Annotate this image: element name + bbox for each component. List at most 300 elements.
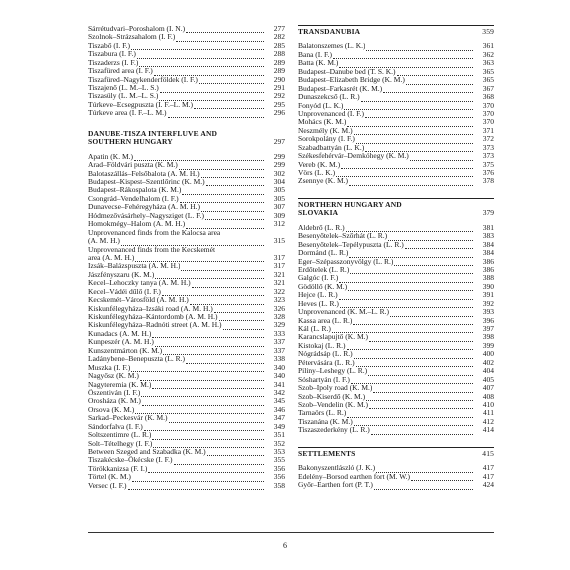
toc-entry (298, 308, 494, 316)
toc-entry (88, 33, 285, 41)
section-heading (298, 447, 494, 458)
toc-entry-title: Versec (I. F.) (88, 481, 127, 490)
toc-entry (298, 59, 494, 67)
toc-entry (88, 170, 285, 178)
toc-page-number: 340 (273, 362, 285, 372)
toc-entry (88, 42, 285, 50)
toc-entry (88, 381, 285, 389)
dot-leader (376, 466, 473, 473)
toc-entry (88, 262, 285, 270)
toc-entry-title: Szob–Kiserdő (K. M.) (298, 392, 366, 401)
toc-page-number: 345 (273, 396, 285, 406)
toc-entry (298, 393, 494, 401)
toc-page-number: 365 (482, 75, 494, 85)
toc-entry-title: Apatin (K. M.) (88, 152, 133, 161)
dot-leader (373, 386, 473, 393)
toc-entry (88, 330, 285, 338)
dot-leader (410, 154, 473, 161)
toc-page-number: 384 (482, 239, 494, 249)
dot-leader (160, 86, 264, 93)
toc-page-number: 299 (273, 151, 285, 161)
toc-page-number: 317 (273, 252, 285, 262)
toc-page-number: 305 (273, 193, 285, 203)
toc-page-number: 391 (482, 290, 494, 300)
toc-entry-title: Szob–Vendelin (K. M.) (298, 400, 368, 409)
dot-leader (154, 69, 264, 76)
toc-entry (88, 448, 285, 456)
toc-page-number: 329 (273, 320, 285, 330)
toc-entry (298, 249, 494, 257)
dot-leader (339, 61, 473, 68)
toc-entry (298, 85, 494, 93)
toc-entry (88, 67, 285, 75)
toc-page-number: 402 (482, 357, 494, 367)
toc-entry-title: Tiszaderzs (I. F.) (88, 58, 139, 67)
dot-leader (354, 419, 473, 426)
toc-entry (298, 418, 494, 426)
toc-entry-title: Tiszafüred–Nagykenderföldek (I. F.) (88, 75, 198, 84)
dot-leader (192, 281, 264, 288)
toc-right-column (298, 25, 494, 490)
toc-entry (88, 109, 285, 117)
toc-entry-title: Edelény–Borsod earthen fort (M. W.) (298, 472, 411, 481)
spacer (299, 212, 473, 218)
toc-entry-title: Tiszanána (K. M.) (298, 417, 353, 426)
toc-page-number: 370 (482, 100, 494, 110)
toc-page-number: 326 (273, 303, 285, 313)
dot-leader (332, 326, 473, 333)
toc-entry (298, 342, 494, 350)
dot-leader (162, 289, 264, 296)
toc-entry-title: Unprovenanced finds from the Kalocsa area (88, 228, 221, 237)
toc-page-number: 352 (273, 438, 285, 448)
toc-entry (88, 229, 285, 237)
toc-entry (88, 414, 285, 422)
toc-page-number: 322 (273, 286, 285, 296)
toc-entry-title: Csongrád–Vendelhalom (I. F.) (88, 194, 179, 203)
toc-entry (88, 161, 285, 169)
toc-entry (88, 254, 285, 262)
toc-entry-title: Tiszafüred area (I. F.) (88, 67, 153, 76)
toc-page-number: 397 (482, 324, 494, 334)
dot-leader (356, 137, 473, 144)
dot-leader (201, 205, 264, 212)
toc-page-number: 358 (273, 480, 285, 490)
toc-entry-title: Dunavecse–Fehéregyháza (A. M. H.) (88, 203, 201, 212)
toc-entry-title: Sarkad–Peckesvár (K. M.) (88, 414, 168, 423)
toc-page-number: 424 (482, 480, 494, 490)
toc-page-number: 392 (482, 298, 494, 308)
toc-entry (88, 355, 285, 363)
toc-page-number: 296 (273, 108, 285, 118)
toc-entry (298, 241, 494, 249)
toc-entry-title: Kassa area (L. R.) (298, 316, 353, 325)
dot-leader (199, 77, 264, 84)
toc-page-number: 378 (482, 176, 494, 186)
dot-leader (182, 188, 264, 195)
dot-leader (354, 352, 473, 359)
toc-entry (88, 50, 285, 58)
toc-entry-group (298, 224, 494, 435)
toc-page-number: 361 (482, 41, 494, 51)
section-heading-line: DANUBE-TISZA INTERFLUVE AND (88, 128, 218, 138)
toc-entry-title: Piliny–Leshegy (L. R.) (298, 367, 368, 376)
toc-entry (88, 338, 285, 346)
toc-page-number: 398 (482, 332, 494, 342)
toc-entry (88, 271, 285, 279)
dot-leader (346, 225, 473, 232)
toc-entry-title: Győr–Earthen fort (P. T.) (298, 481, 373, 490)
toc-page-number: 356 (273, 463, 285, 473)
dot-leader (148, 466, 264, 473)
toc-entry (88, 406, 285, 414)
toc-entry (298, 367, 494, 375)
toc-entry (298, 473, 494, 481)
dot-leader (141, 390, 264, 397)
toc-entry (88, 101, 285, 109)
toc-page-number: 359 (482, 27, 494, 36)
toc-entry-title: Sándorfalva (I. F.) (88, 422, 143, 431)
toc-entry-title: Kunszentmárton (K. M.) (88, 346, 163, 355)
toc-entry-title: Between Szeged and Szabadka (K. M.) (88, 448, 206, 457)
toc-entry-title: Tarnaörs (L. R.) (298, 409, 347, 418)
toc-page-number: 365 (482, 66, 494, 76)
toc-entry-title: Tiszaszederkény (L. R.) (298, 426, 370, 435)
toc-page-number: 375 (482, 159, 494, 169)
toc-page-number: 410 (482, 399, 494, 409)
toc-entry-title: Galgóc (I. F.) (298, 274, 339, 283)
toc-entry-title: Unprovenanced (I. F.) (298, 109, 365, 118)
toc-entry-title: Budapest–Rákospalota (K. M.) (88, 186, 182, 195)
toc-entry (298, 76, 494, 84)
toc-page-number: 407 (482, 383, 494, 393)
dot-leader (142, 399, 264, 406)
toc-entry (88, 431, 285, 439)
dot-leader (144, 424, 264, 431)
toc-left-column (88, 25, 285, 490)
toc-entry-title: Tiszabura (I. F.) (88, 50, 136, 59)
toc-entry-title: Túrkeve–Ecsegpuszta (I. F.–L. M.) (88, 100, 193, 109)
dot-leader (186, 222, 264, 229)
dot-leader (174, 458, 264, 465)
toc-entry-title: Jászfényszaru (K. M.) (88, 270, 155, 279)
toc-entry-title: Nógrádsáp (L. R.) (298, 350, 353, 359)
toc-entry-title: Pétervására (L. R.) (298, 358, 355, 367)
toc-page-number: 353 (273, 447, 285, 457)
dot-leader (336, 170, 473, 177)
toc-page-number: 304 (273, 177, 285, 187)
toc-page-number: 297 (273, 137, 285, 147)
dot-leader (153, 441, 264, 448)
toc-page-number: 337 (273, 345, 285, 355)
toc-page-number: 370 (482, 108, 494, 118)
toc-page-number: 405 (482, 374, 494, 384)
toc-entry-title: Kiskunfélegyháza–Radnóti street (A. M. H.) (88, 321, 222, 330)
toc-entry (88, 93, 285, 101)
toc-entry-title: Ladánybene–Benepuszta (L. R.) (88, 355, 186, 364)
toc-page-number: 400 (482, 349, 494, 359)
toc-entry-title: Szolnok–Strázsahalom (I. F.) (88, 33, 176, 42)
dot-leader (339, 293, 473, 300)
toc-entry-title: (A. M. H.) (88, 237, 120, 246)
toc-entry (88, 186, 285, 194)
toc-entry (88, 178, 285, 186)
dot-leader (219, 314, 264, 321)
toc-entry (298, 102, 494, 110)
toc-entry-title: Bana (I. F.) (298, 50, 332, 59)
toc-entry-group (298, 42, 494, 185)
toc-entry-title: Karancslapujtő (K. M.) (298, 333, 368, 342)
toc-entry-title: Hejce (L. R.) (298, 291, 338, 300)
section-heading-text: SETTLEMENTS (298, 448, 356, 458)
toc-entry-title: Kiskunfélegyháza–Kántordomb (A. M. H.) (88, 313, 218, 322)
toc-entry (298, 350, 494, 358)
dot-leader (411, 474, 473, 481)
toc-page-number: 373 (482, 151, 494, 161)
toc-entry (298, 68, 494, 76)
toc-entry-title: Balatonszemes (L. K.) (298, 42, 366, 51)
toc-page-number: 285 (273, 40, 285, 50)
toc-entry (88, 482, 285, 490)
toc-entry-title: Kunpeszér (A. M. H.) (88, 338, 154, 347)
toc-entry-title: Kecel–Lehoczky tanya (A. M. H.) (88, 279, 191, 288)
toc-page-number: 363 (482, 58, 494, 68)
toc-page-number: 288 (273, 49, 285, 59)
toc-entry (298, 118, 494, 126)
toc-entry (88, 25, 285, 33)
toc-page-number: 295 (273, 99, 285, 109)
toc-entry (298, 325, 494, 333)
dot-leader (169, 416, 264, 423)
toc-entry (88, 321, 285, 329)
toc-entry (88, 59, 285, 67)
toc-page-number: 414 (482, 425, 494, 435)
toc-page-number: 417 (482, 471, 494, 481)
toc-page-number: 362 (482, 49, 494, 59)
dot-leader (168, 111, 264, 118)
dot-leader (365, 145, 473, 152)
dot-leader (347, 120, 473, 127)
dot-leader (405, 242, 473, 249)
dot-leader (344, 103, 473, 110)
toc-entry-title: Hódmezővásárhely–Nagysziget (L. F.) (88, 211, 205, 220)
section-heading-line: SOUTHERN HUNGARY (88, 137, 173, 147)
toc-entry-title: Sóshartyán (I. F.) (298, 375, 350, 384)
toc-page-number: 277 (273, 23, 285, 33)
dot-leader (135, 407, 264, 414)
toc-entry-title: Zsennye (K. M.) (298, 177, 348, 186)
dot-leader (350, 267, 473, 274)
toc-page-number: 376 (482, 168, 494, 177)
toc-entry (298, 42, 494, 50)
toc-entry (298, 283, 494, 291)
toc-entry-title: Aldebrő (L. R.) (298, 223, 345, 232)
toc-page-number: 386 (482, 264, 494, 274)
toc-page-number: 349 (273, 421, 285, 431)
dot-leader (205, 213, 264, 220)
dot-leader (353, 318, 473, 325)
toc-entry (298, 333, 494, 341)
toc-entry (298, 144, 494, 152)
dot-leader (371, 428, 473, 435)
dot-leader (374, 483, 473, 490)
toc-entry (298, 464, 494, 472)
toc-entry (298, 266, 494, 274)
dot-leader (159, 94, 264, 101)
dot-leader (134, 154, 264, 161)
toc-page-number: 282 (273, 32, 285, 42)
toc-entry-title: Dunaszekcső (L. R.) (298, 93, 360, 102)
dot-leader (121, 239, 264, 246)
toc-entry-title: Budapest–Kispest–Szentlőrinc (K. M.) (88, 178, 205, 187)
toc-entry-title: Nagyteremia (K. M.) (88, 380, 152, 389)
toc-entry-title: Erdőtelek (L. R.) (298, 265, 350, 274)
dot-leader (394, 259, 473, 266)
toc-entry-title: Szob–Ipoly road (K. M.) (298, 384, 373, 393)
dot-leader (390, 310, 473, 317)
dot-leader (155, 340, 264, 347)
toc-entry (298, 426, 494, 434)
toc-entry (298, 481, 494, 489)
dot-leader (186, 26, 264, 33)
toc-page-number: 372 (482, 134, 494, 144)
toc-page-number: 309 (273, 210, 285, 220)
dot-leader (176, 35, 264, 42)
toc-entry (88, 473, 285, 481)
dot-leader (368, 369, 473, 376)
dot-leader (366, 44, 473, 51)
toc-entry (298, 376, 494, 384)
toc-page-number: 321 (273, 278, 285, 288)
toc-page-number: 399 (482, 340, 494, 350)
toc-entry (298, 258, 494, 266)
toc-entry (298, 177, 494, 185)
toc-entry-group (298, 464, 494, 489)
toc-entry-title: Tiszasüly (L. M.–L. S.) (88, 92, 159, 101)
toc-entry (298, 401, 494, 409)
dot-leader (349, 179, 473, 186)
toc-entry-title: Homokmégy–Halom (A. M. H.) (88, 220, 186, 229)
dot-leader (131, 43, 264, 50)
toc-entry (298, 110, 494, 118)
toc-entry-title: Öszentiván (I. F.) (88, 388, 141, 397)
toc-entry (298, 152, 494, 160)
toc-page-number: 337 (273, 337, 285, 347)
toc-page-number: 379 (482, 208, 494, 218)
toc-entry (88, 195, 285, 203)
toc-entry-title: Székesfehérvár–Demkóhegy (K. M.) (298, 152, 409, 161)
dot-leader (131, 365, 264, 372)
toc-page-number: 312 (273, 219, 285, 229)
dot-leader (348, 284, 473, 291)
dot-leader (369, 402, 473, 409)
toc-entry (298, 93, 494, 101)
toc-page-number: 408 (482, 391, 494, 401)
toc-entry-title: Mohács (K. M.) (298, 118, 347, 127)
dot-leader (194, 102, 264, 109)
toc-entry-title: Kecel–Vádéi dűlő (I. F.) (88, 287, 161, 296)
toc-entry-title: Batta (K. M.) (298, 59, 339, 68)
toc-entry (88, 212, 285, 220)
toc-entry (298, 232, 494, 240)
toc-page-number: 388 (482, 273, 494, 283)
toc-entry-title: Szabadbattyán (L. K.) (298, 143, 365, 152)
toc-page-number: 386 (482, 256, 494, 266)
dot-leader (369, 335, 473, 342)
spacer (298, 435, 494, 447)
toc-entry (88, 279, 285, 287)
toc-entry-title: Budapest–Danube bed (T. S. K.) (298, 67, 396, 76)
toc-entry-title: Heves (L. R.) (298, 299, 339, 308)
toc-entry-group (88, 25, 285, 118)
dot-leader (128, 483, 264, 490)
toc-entry (88, 440, 285, 448)
toc-entry-title: Túrkeve area (I. F.–L. M.) (88, 109, 167, 118)
toc-entry-title: Kecskemét–Városföld (A. M. H.) (88, 296, 189, 305)
dot-leader (339, 276, 473, 283)
toc-page-number: 368 (482, 92, 494, 102)
dot-leader (356, 360, 473, 367)
section-heading (298, 25, 494, 36)
dot-leader (186, 357, 264, 364)
toc-entry-title: Törökkanizsa (F. I.) (88, 464, 148, 473)
toc-entry (88, 364, 285, 372)
toc-entry (298, 161, 494, 169)
toc-entry (88, 203, 285, 211)
toc-page-number: 417 (482, 463, 494, 473)
toc-entry (88, 313, 285, 321)
dot-leader (341, 162, 473, 169)
toc-entry-title: Unprovenanced finds from the Kecskemét (88, 245, 216, 254)
toc-page-number: 299 (273, 160, 285, 170)
toc-page-number: 340 (273, 371, 285, 381)
dot-leader (383, 86, 473, 93)
toc-page-number: 321 (273, 269, 285, 279)
toc-entry (88, 246, 285, 254)
toc-entry-title: Vörs (L. K.) (298, 169, 336, 177)
toc-page-number: 289 (273, 66, 285, 76)
dot-leader (139, 60, 264, 67)
toc-page-number: 291 (273, 83, 285, 93)
dot-leader (201, 171, 264, 178)
section-heading-text: TRANSDANUBIA (298, 27, 361, 36)
toc-page-number: 302 (273, 168, 285, 178)
toc-page-number: 317 (273, 261, 285, 271)
dot-leader (388, 234, 473, 241)
dot-leader (406, 78, 473, 85)
toc-entry-title: Kistokaj (L. R.) (298, 341, 346, 350)
toc-entry-title: Kunadacs (A. M. H.) (88, 329, 152, 338)
toc-page-number: 373 (482, 142, 494, 152)
toc-entry (298, 51, 494, 59)
dot-leader (132, 475, 264, 482)
toc-entry (298, 127, 494, 135)
toc-page-number: 384 (482, 248, 494, 258)
dot-leader (155, 272, 264, 279)
toc-page-number: 305 (273, 185, 285, 195)
toc-entry-title: Besenyőtelek–Tepélypuszta (L. R.) (298, 240, 404, 249)
toc-page-number: 328 (273, 312, 285, 322)
toc-page-number: 411 (483, 408, 494, 418)
toc-entry (88, 237, 285, 245)
toc-page-number: 351 (273, 430, 285, 440)
toc-page-number: 341 (273, 379, 285, 389)
dot-leader (163, 348, 264, 355)
toc-entry-title: Muszka (I. F.) (88, 363, 131, 372)
toc-page-number: 292 (273, 91, 285, 101)
toc-entry-title: Balotaszállás–Felsőbalota (A. M. H.) (88, 169, 200, 178)
toc-entry-title: Besenyőtelek–Szőrhát (L. R.) (298, 232, 388, 241)
